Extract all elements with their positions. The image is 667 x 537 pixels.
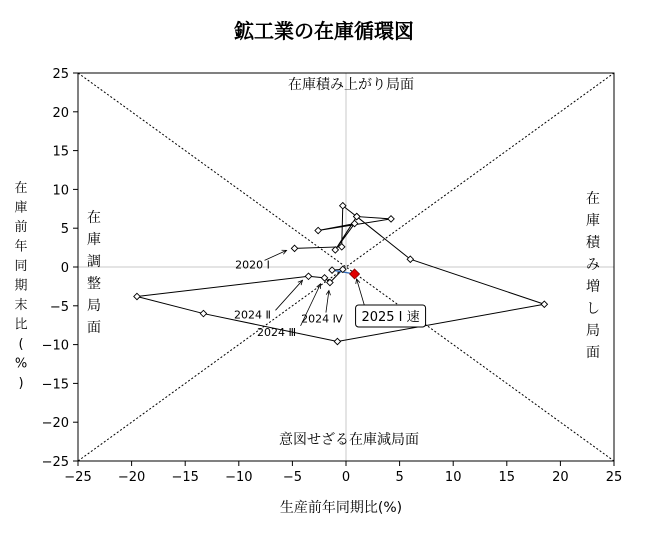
- y-tick-label: 10: [52, 183, 69, 199]
- vertical-char: 積: [586, 235, 600, 251]
- vertical-char: 在: [14, 181, 28, 196]
- vertical-char: 局: [87, 298, 101, 314]
- data-point-marker: [134, 293, 140, 299]
- vertical-char: 庫: [586, 213, 600, 229]
- vertical-char: 庫: [14, 200, 28, 216]
- y-tick-label: 20: [52, 105, 69, 121]
- vertical-char: 増: [586, 279, 600, 295]
- y-tick-label: −15: [41, 377, 69, 393]
- annotation-arrow: [275, 280, 302, 310]
- x-tick-label: 20: [552, 470, 569, 485]
- x-tick-label: −10: [225, 470, 253, 485]
- annotation-label: 2020 Ⅰ: [235, 258, 270, 272]
- data-point-marker: [200, 310, 206, 316]
- region-label-right: [586, 191, 601, 361]
- vertical-char: 前: [14, 220, 28, 235]
- vertical-char: 年: [14, 239, 28, 255]
- data-point-marker: [305, 273, 311, 279]
- vertical-char: %: [14, 356, 28, 372]
- x-axis-label: 生産前年同期比(%): [279, 500, 403, 516]
- data-point-marker: [541, 301, 547, 307]
- vertical-char: 在: [586, 191, 600, 207]
- y-tick-label: 25: [52, 67, 69, 82]
- x-tick-label: 0: [341, 470, 351, 485]
- region-label-left: [87, 210, 101, 336]
- x-tick-label: −15: [171, 470, 199, 485]
- y-tick-label: 0: [60, 261, 69, 276]
- vertical-char: 面: [87, 320, 101, 336]
- chart-title: 鉱工業の在庫循環図: [234, 19, 414, 43]
- x-tick-label: 15: [498, 470, 516, 485]
- x-axis-ticks: [64, 461, 622, 485]
- y-tick-label: −5: [49, 299, 69, 315]
- vertical-char: 比: [14, 317, 28, 333]
- x-tick-label: −25: [64, 470, 92, 485]
- y-tick-label: 5: [60, 222, 69, 238]
- region-label-bottom: 意図せざる在庫減局面: [279, 432, 419, 448]
- plot-area: [42, 67, 623, 485]
- data-point-marker: [388, 216, 394, 222]
- vertical-char: み: [586, 257, 600, 273]
- vertical-char: 末: [14, 298, 28, 313]
- x-tick-label: −20: [117, 470, 146, 485]
- data-point-marker: [334, 338, 340, 344]
- annotation-label: 2024 Ⅲ: [257, 325, 297, 339]
- vertical-char: ): [18, 376, 24, 391]
- vertical-char: 整: [87, 276, 101, 292]
- annotation-label: 2024 Ⅱ: [234, 308, 271, 322]
- data-point-marker: [329, 267, 335, 273]
- x-tick-label: −5: [282, 470, 302, 485]
- annotation-arrow: [357, 279, 365, 306]
- vertical-char: 在: [87, 210, 101, 226]
- y-tick-label: −20: [41, 416, 69, 432]
- data-point-marker: [291, 245, 297, 251]
- annotation-label: 2025 Ⅰ 速: [361, 309, 420, 325]
- y-axis-label: [14, 181, 27, 391]
- y-tick-label: 15: [52, 144, 69, 160]
- y-tick-label: −25: [41, 455, 69, 470]
- data-point-marker: [315, 227, 321, 233]
- x-tick-label: 10: [444, 470, 462, 485]
- y-axis-ticks: [42, 67, 78, 470]
- vertical-char: 局: [586, 323, 600, 339]
- vertical-char: (: [18, 337, 24, 352]
- x-tick-label: 25: [605, 470, 623, 485]
- vertical-char: し: [586, 301, 600, 317]
- y-tick-label: −10: [41, 338, 69, 354]
- vertical-char: 庫: [87, 232, 101, 248]
- vertical-char: 面: [586, 345, 600, 361]
- annotation-label: 2024 Ⅳ: [301, 312, 343, 326]
- x-tick-label: 5: [395, 470, 404, 485]
- vertical-char: 同: [14, 259, 28, 274]
- vertical-char: 期: [14, 278, 28, 294]
- vertical-char: 調: [87, 254, 101, 270]
- region-label-top: 在庫積み上がり局面: [288, 77, 414, 93]
